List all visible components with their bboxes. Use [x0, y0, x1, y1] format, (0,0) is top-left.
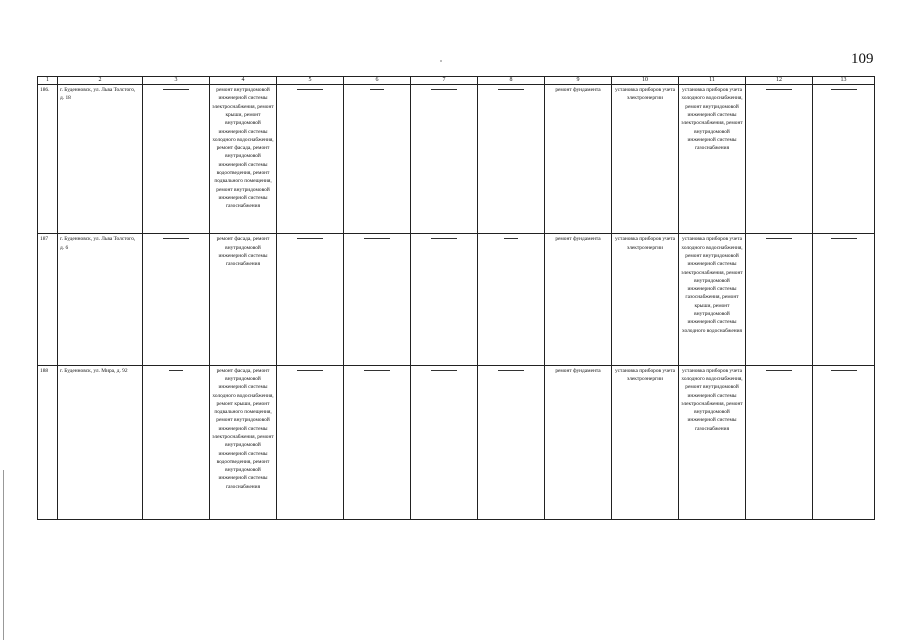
dash-mark: [766, 370, 792, 371]
row-works-col4: ремонт фасада, ремонт внутридомовой инженерной системы газоснабжения: [210, 234, 277, 365]
header-cell: 3: [143, 77, 210, 85]
dash-mark: [498, 89, 524, 90]
empty-cell: [344, 234, 411, 365]
dash-mark: [431, 370, 457, 371]
empty-cell: [478, 85, 545, 234]
empty-cell: [411, 85, 478, 234]
row-works-col4: ремонт внутридомовой инженерной системы электроснабжения, ремонт крыши, ремонт внутридомовой инженерной системы холодного водоснабжения, ремонт фасада, ремонт внутридомовой инженерной системы водоотведения, ремонт подвального помещения, ремонт внутридомовой инженерной системы газоснабжения: [210, 85, 277, 234]
dash-mark: [766, 89, 792, 90]
header-cell: 13: [813, 77, 875, 85]
empty-cell: [277, 234, 344, 365]
row-works-col10: установка приборов учета электроэнергии: [612, 234, 679, 365]
dash-mark: [163, 238, 189, 239]
dash-mark: [498, 370, 524, 371]
empty-cell: [277, 85, 344, 234]
row-address: г. Буденновск, ул. Льва Толстого, д. 6: [58, 234, 143, 365]
row-works-col10: установка приборов учета электроэнергии: [612, 85, 679, 234]
header-cell: 6: [344, 77, 411, 85]
table-row: [38, 234, 875, 365]
row-works-col11: установка приборов учета холодного водоснабжения, ремонт внутридомовой инженерной системы электроснабжения, ремонт внутридомовой инженерной системы газоснабжения: [679, 365, 746, 519]
row-address: г. Буденновск, ул. Мира, д. 92: [58, 365, 143, 519]
dash-mark: [163, 89, 189, 90]
header-cell: 7: [411, 77, 478, 85]
empty-cell: [143, 234, 210, 365]
empty-cell: [813, 85, 875, 234]
table-row: [38, 85, 875, 234]
row-works-col4: ремонт фасада, ремонт внутридомовой инженерной системы холодного водоснабжения, ремонт крыши, ремонт подвального помещения, ремонт внутридомовой инженерной системы электроснабжения, ремонт внутридомовой инженерной системы водоотведения, ремонт внутридомовой инженерной системы газоснабжения: [210, 365, 277, 519]
header-cell: 12: [746, 77, 813, 85]
row-works-col10: установка приборов учета электроэнергии: [612, 365, 679, 519]
empty-cell: [344, 85, 411, 234]
row-address: г. Буденновск, ул. Льва Толстого, д. 18: [58, 85, 143, 234]
row-works-col9: ремонт фундамента: [545, 85, 612, 234]
dash-mark: [364, 370, 390, 371]
header-cell: 9: [545, 77, 612, 85]
page-number: 109: [851, 51, 874, 67]
dash-mark: [431, 238, 457, 239]
scan-edge-line: [3, 470, 4, 640]
row-works-col9: ремонт фундамента: [545, 365, 612, 519]
row-number: 187: [38, 234, 58, 365]
dash-mark: [766, 238, 792, 239]
empty-cell: [478, 365, 545, 519]
empty-cell: [411, 365, 478, 519]
repair-schedule-table: [37, 76, 875, 520]
empty-cell: [478, 234, 545, 365]
header-cell: 11: [679, 77, 746, 85]
empty-cell: [746, 85, 813, 234]
empty-cell: [143, 365, 210, 519]
empty-cell: [411, 234, 478, 365]
table-row: [38, 365, 875, 519]
header-cell: 1: [38, 77, 58, 85]
row-works-col9: ремонт фундамента: [545, 234, 612, 365]
dash-mark: [169, 370, 183, 371]
empty-cell: [813, 365, 875, 519]
dash-mark: [370, 89, 384, 90]
header-cell: 4: [210, 77, 277, 85]
empty-cell: [277, 365, 344, 519]
row-number: 188: [38, 365, 58, 519]
dash-mark: [297, 89, 323, 90]
header-cell: 8: [478, 77, 545, 85]
dash-mark: [431, 89, 457, 90]
scan-speck: [440, 60, 442, 62]
header-cell: 5: [277, 77, 344, 85]
dash-mark: [831, 89, 857, 90]
dash-mark: [831, 370, 857, 371]
dash-mark: [831, 238, 857, 239]
empty-cell: [143, 85, 210, 234]
row-works-col11: установка приборов учета холодного водоснабжения, ремонт внутридомовой инженерной системы электроснабжения, ремонт внутридомовой инженерной системы газоснабжения, ремонт крыши, ремонт внутридомовой инженерной системы холодного водоснабжения: [679, 234, 746, 365]
header-cell: 2: [58, 77, 143, 85]
dash-mark: [364, 238, 390, 239]
row-number: 186.: [38, 85, 58, 234]
row-works-col11: установка приборов учета холодного водоснабжения, ремонт внутридомовой инженерной системы электроснабжения, ремонт внутридомовой инженерной системы газоснабжения: [679, 85, 746, 234]
header-row: [38, 77, 875, 85]
header-cell: 10: [612, 77, 679, 85]
dash-mark: [297, 370, 323, 371]
empty-cell: [746, 234, 813, 365]
dash-mark: [297, 238, 323, 239]
dash-mark: [504, 238, 518, 239]
empty-cell: [746, 365, 813, 519]
empty-cell: [813, 234, 875, 365]
empty-cell: [344, 365, 411, 519]
